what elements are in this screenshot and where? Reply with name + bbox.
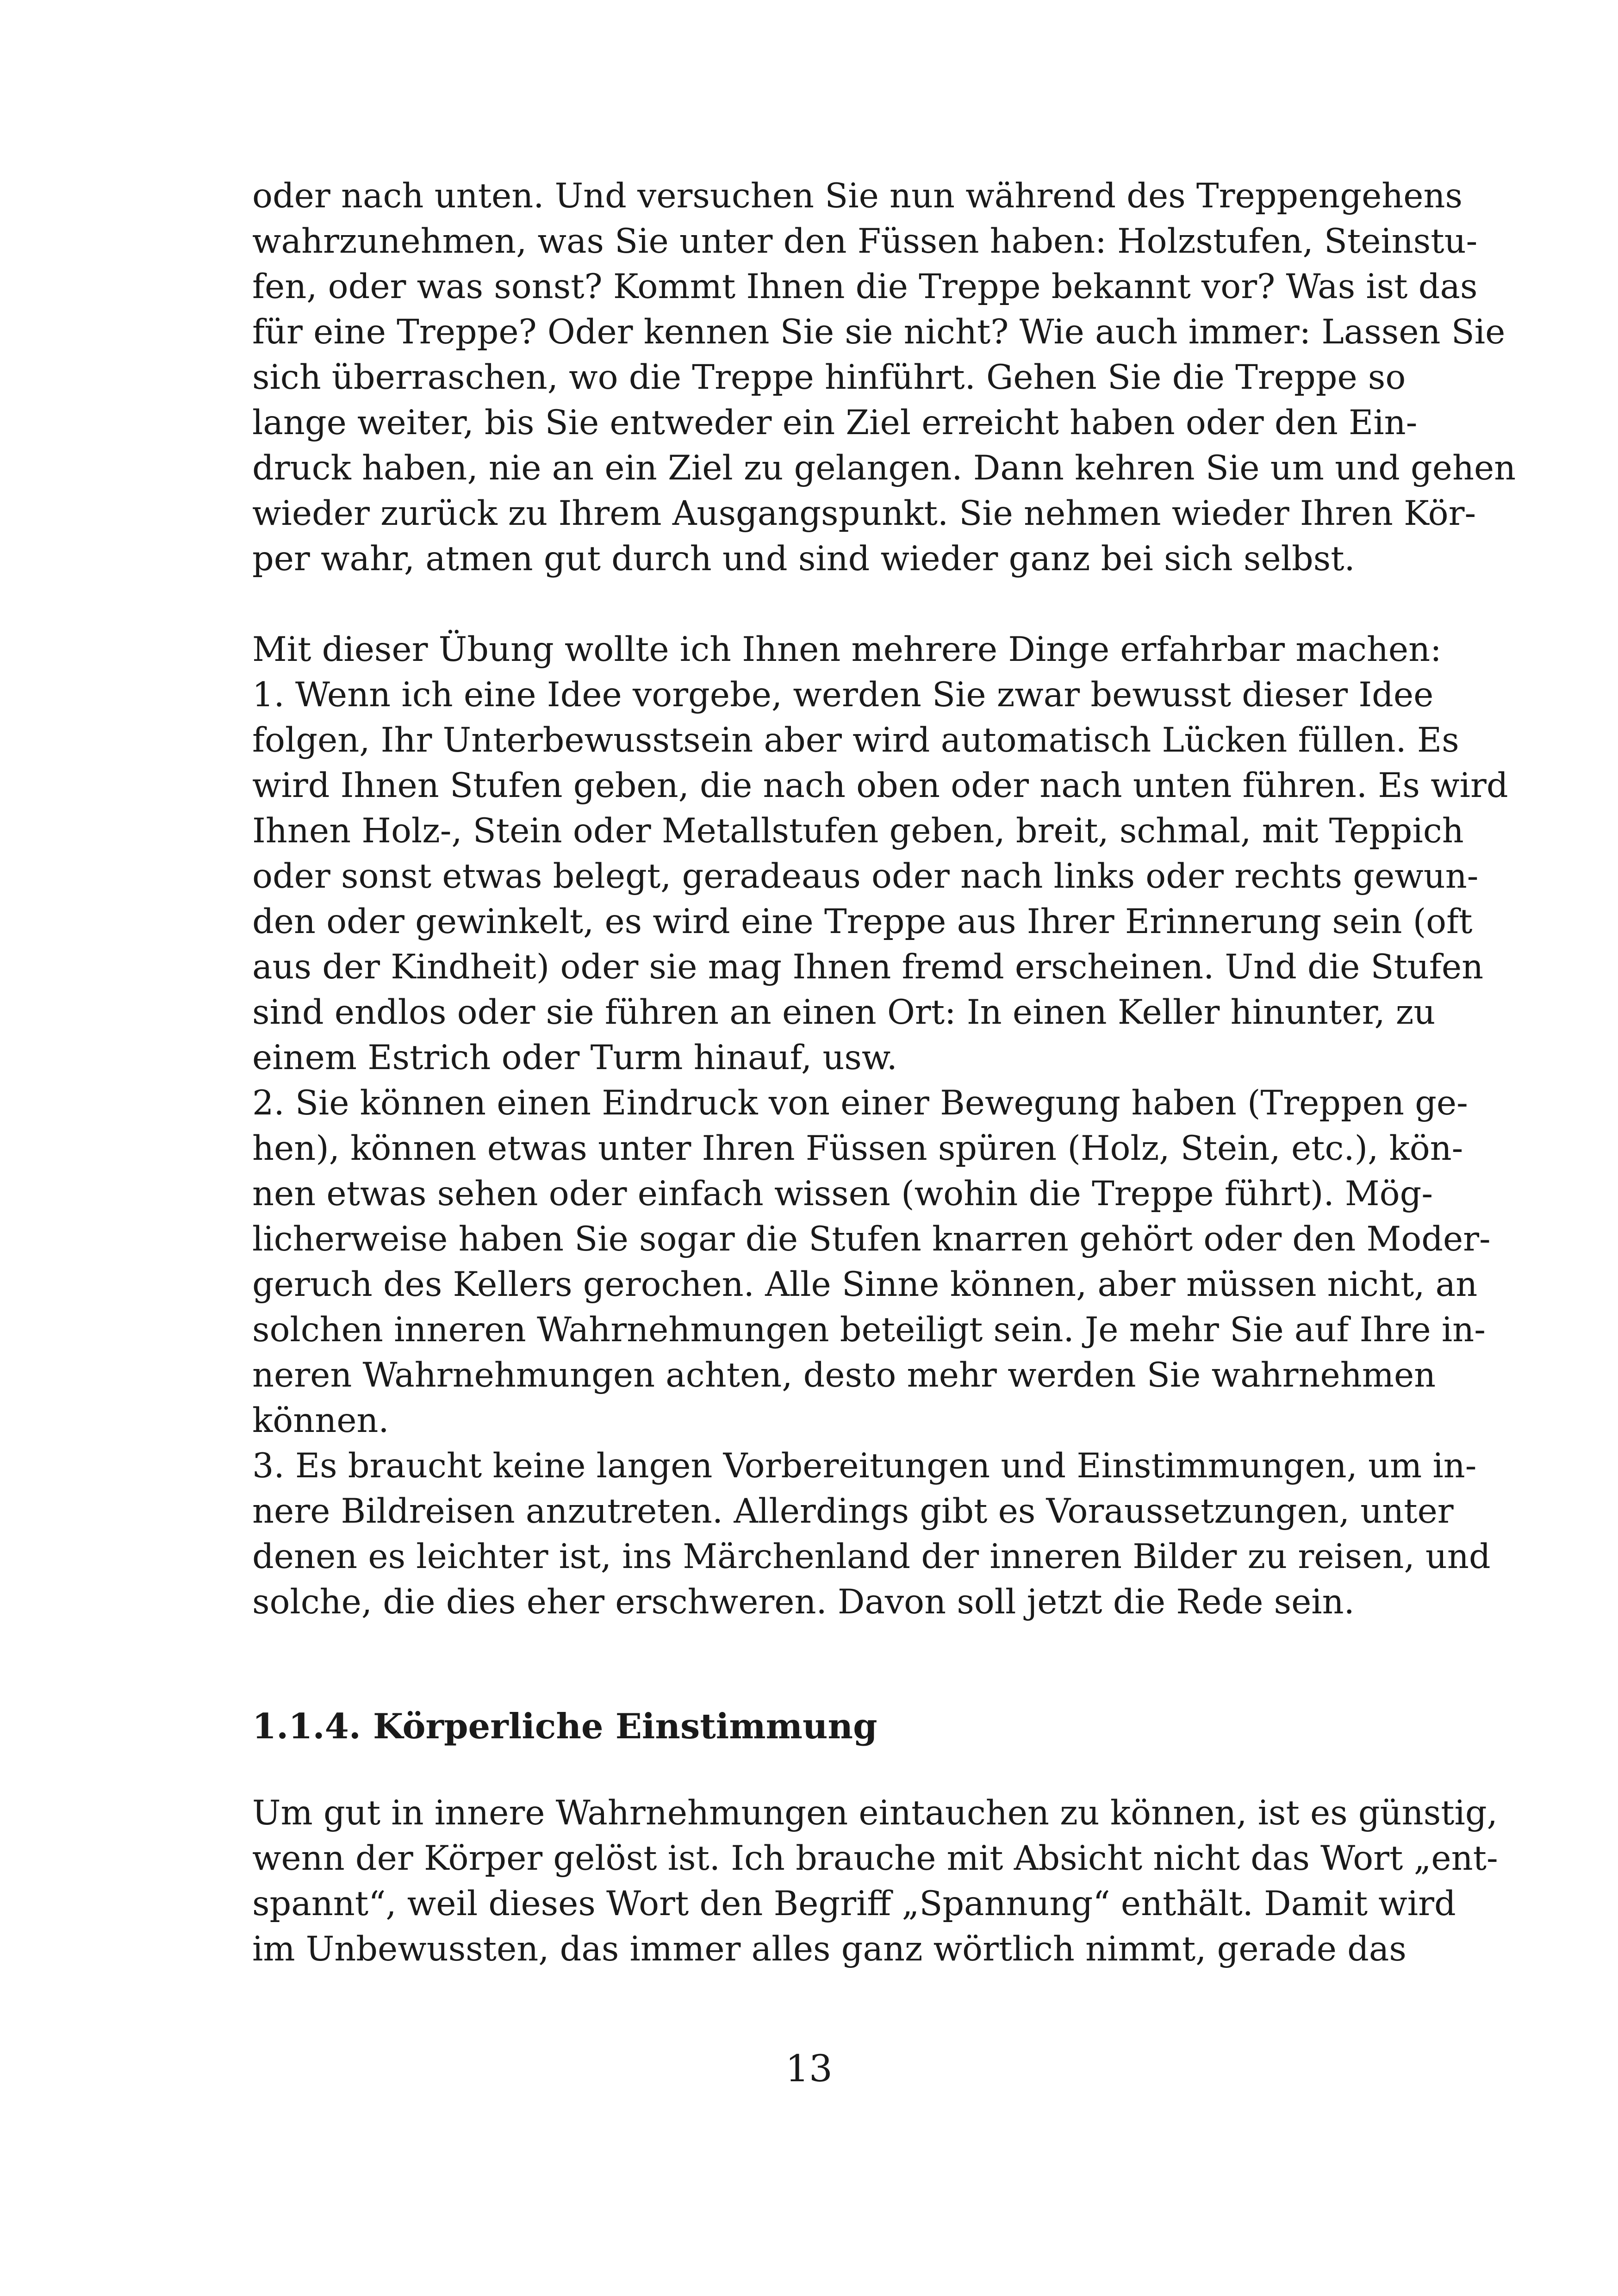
text-line: spannt“, weil dieses Wort den Begriff „Spannung“ enthält. Damit wird [252,1884,1456,1923]
page-body [252,174,1516,1972]
text-line: solche, die dies eher erschweren. Davon soll jetzt die Rede sein. [252,1582,1355,1622]
text-line: neren Wahrnehmungen achten, desto mehr werden Sie wahrnehmen [252,1356,1436,1395]
paragraph-spacer [252,582,1395,627]
text-line: folgen, Ihr Unterbewusstsein aber wird automatisch Lücken füllen. Es [252,721,1459,760]
text-line: wahrzunehmen, was Sie unter den Füssen haben: Holzstufen, Steinstu- [252,222,1478,261]
text-line: sind endlos oder sie führen an einen Ort: In einen Keller hinunter, zu [252,993,1436,1032]
text-line: 1. Wenn ich eine Idee vorgebe, werden Sie zwar bewusst dieser Idee [252,675,1434,715]
paragraph-einstimmung [252,1791,1498,1972]
text-line: wenn der Körper gelöst ist. Ich brauche mit Absicht nicht das Wort „ent- [252,1839,1498,1878]
text-line: können. [252,1401,389,1440]
text-line: per wahr, atmen gut durch und sind wieder ganz bei sich selbst. [252,539,1355,579]
paragraph-treppe [252,174,1516,582]
text-line: Um gut in innere Wahrnehmungen eintauchen zu können, ist es günstig, [252,1793,1498,1833]
text-line: einem Estrich oder Turm hinauf, usw. [252,1038,897,1077]
text-line: fen, oder was sonst? Kommt Ihnen die Treppe bekannt vor? Was ist das [252,267,1478,306]
text-line: oder sonst etwas belegt, geradeaus oder nach links oder rechts gewun- [252,857,1479,896]
text-line: im Unbewussten, das immer alles ganz wörtlich nimmt, gerade das [252,1929,1406,1969]
text-line: solchen inneren Wahrnehmungen beteiligt sein. Je mehr Sie auf Ihre in- [252,1310,1486,1350]
text-line: Ihnen Holz-, Stein oder Metallstufen geben, breit, schmal, mit Teppich [252,811,1464,851]
text-line: den oder gewinkelt, es wird eine Treppe aus Ihrer Erinnerung sein (oft [252,902,1473,941]
text-line: geruch des Kellers gerochen. Alle Sinne können, aber müssen nicht, an [252,1265,1478,1304]
text-line: Mit dieser Übung wollte ich Ihnen mehrere Dinge erfahrbar machen: [252,630,1442,669]
text-line: licherweise haben Sie sogar die Stufen knarren gehört oder den Moder- [252,1220,1491,1259]
text-line: wieder zurück zu Ihrem Ausgangspunkt. Sie nehmen wieder Ihren Kör- [252,494,1476,533]
page-number: 13 [785,2047,833,2090]
text-line: sich überraschen, wo die Treppe hinführt. Gehen Sie die Treppe so [252,358,1406,397]
section-heading: 1.1.4. Körperliche Einstimmung [252,1706,877,1747]
text-line: 3. Es braucht keine langen Vorbereitungen und Einstimmungen, um in- [252,1446,1477,1486]
text-line: oder nach unten. Und versuchen Sie nun während des Treppengehens [252,176,1462,216]
text-line: denen es leichter ist, ins Märchenland der inneren Bilder zu reisen, und [252,1537,1491,1576]
text-line: aus der Kindheit) oder sie mag Ihnen fremd erscheinen. Und die Stufen [252,947,1484,987]
text-line: nere Bildreisen anzutreten. Allerdings gibt es Voraussetzungen, unter [252,1492,1454,1531]
text-line: wird Ihnen Stufen geben, die nach oben oder nach unten führen. Es wird [252,766,1508,805]
section-spacer [252,1625,1395,1704]
text-line: lange weiter, bis Sie entweder ein Ziel erreicht haben oder den Ein- [252,403,1418,442]
paragraph-uebung [252,627,1508,1625]
heading-spacer [252,1749,1395,1791]
text-line: hen), können etwas unter Ihren Füssen spüren (Holz, Stein, etc.), kön- [252,1129,1463,1168]
text-line: 2. Sie können einen Eindruck von einer Bewegung haben (Treppen ge- [252,1083,1468,1123]
text-line: druck haben, nie an ein Ziel zu gelangen. Dann kehren Sie um und gehen [252,448,1516,488]
text-line: nen etwas sehen oder einfach wissen (wohin die Treppe führt). Mög- [252,1174,1433,1213]
text-line: für eine Treppe? Oder kennen Sie sie nicht? Wie auch immer: Lassen Sie [252,312,1506,352]
